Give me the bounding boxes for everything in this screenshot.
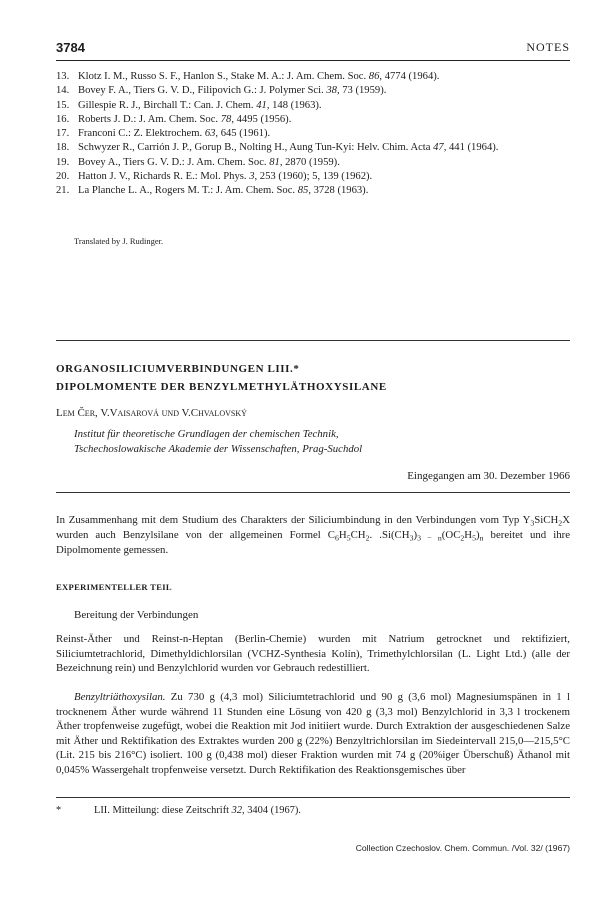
title-line: ORGANOSILICIUMVERBINDUNGEN LIII.* [56, 363, 300, 375]
article-authors: Lem Čer, V.Vaisarová und V.Chvalovský [56, 407, 247, 419]
reference-item: 19. Bovey A., Tiers G. V. D.: J. Am. Chem. Soc. 81, 2870 (1959). [56, 156, 340, 168]
footnote-rule [56, 797, 570, 798]
reference-item: 15. Gillespie R. J., Birchall T.: Can. J. Chem. 41, 148 (1963). [56, 99, 322, 111]
article-title [56, 360, 387, 396]
section-heading-experimental: EXPERIMENTELLER TEIL [56, 582, 172, 592]
author-affiliation: Institut für theoretische Grundlagen der chemischen Technik, Tschechoslowakische Akademie der Wissenschaften, Prag-Suchdol [74, 428, 363, 455]
title-line: DIPOLMOMENTE DER BENZYLMETHYLÄTHOXYSILANE [56, 381, 387, 393]
footnote: * LII. Mitteilung: diese Zeitschrift 32, 3404 (1967). [56, 805, 301, 816]
intro-paragraph: In Zusammenhang mit dem Studium des Charakters der Siliciumbindung in den Verbindungen vom Typ $Y_3SiCH_2X$ wurden auch Benzylsilane von der allgemeinen Formel $C_6H_5CH_2$. $.Si(CH_3)_{3 - n}(OC_2H_5)_n$ bereitet und ihre Dipolmomente gemessen. [56, 514, 571, 556]
journal-footer: Collection Czechoslov. Chem. Commun. /Vol. 32/ (1967) [355, 843, 570, 853]
reference-list [56, 70, 570, 199]
section-label: NOTES [526, 40, 570, 54]
subsection-heading: Bereitung der Verbindungen [74, 609, 199, 621]
reference-item: 17. Franconi C.: Z. Elektrochem. 63, 645 (1961). [56, 128, 271, 140]
reference-item: 14. Bovey F. A., Tiers G. V. D., Filipovich G.: J. Polymer Sci. 38, 73 (1959). [56, 85, 387, 97]
reference-item: 18. Schwyzer R., Carrión J. P., Gorup B., Nolting H., Aung Tun-Kyi: Helv. Chim. Acta 47, 441 (1964). [56, 142, 499, 154]
article-separator-rule [56, 340, 570, 341]
body-paragraph: Benzyltriäthoxysilan. Zu 730 g (4,3 mol) Siliciumtetrachlorid und 90 g (3,6 mol) Magnesiumspänen in 1 l trocknenem Äther wurde während 11 Stunden eine Lösung von 420 g (3,3 mol) Benzylchlorid in 3,3 l trockenem Äther tropfenweise zugefügt, wobei die Reaktion mit Jod initiiert wurde. Durch Extraktion der ausgeschiedenen Salze mit Äther und Rektifikation des Extraktes wurden 200 g (22%) Benzyltrichlorsilan im Siedeintervall 215,0—215,5°C (Lit. 215 bis 216°C) isoliert. 100 g (0,438 mol) dieser Fraktion wurden mit 74 g (20%iger Überschuß) Äthanol mit 0,045% Wassergehalt tropfenweise versetzt. Durch Rektifikation des Reaktionsgemisches über [56, 691, 570, 776]
reference-item: 20. Hatton J. V., Richards R. E.: Mol. Phys. 3, 253 (1960); 5, 139 (1962). [56, 171, 373, 183]
body-paragraph: Reinst-Äther und Reinst-n-Heptan (Berlin-Chemie) wurden mit Natrium getrocknet und rektifiziert, Siliciumtetrachlorid, Dimethyldichlorsilan (VCHZ-Synthesia Kolín), Trimethylchlorsilan (L. Light Ltd.) (alle der Bezeichnung rein) und Benzylchlorid wurden vor Gebrauch redestilliert. [56, 633, 570, 675]
reference-item: 21. La Planche L. A., Rogers M. T.: J. Am. Chem. Soc. 85, 3728 (1963). [56, 185, 369, 197]
received-date: Eingegangen am 30. Dezember 1966 [407, 470, 570, 482]
header-rule [56, 60, 570, 61]
reference-item: 16. Roberts J. D.: J. Am. Chem. Soc. 78, 4495 (1956). [56, 113, 292, 125]
running-header [56, 40, 570, 56]
reference-item: 13. Klotz I. M., Russo S. F., Hanlon S., Stake M. A.: J. Am. Chem. Soc. 86, 4774 (1964). [56, 71, 440, 82]
page-number: 3784 [56, 40, 85, 55]
abstract-rule [56, 492, 570, 493]
translator-note: Translated by J. Rudinger. [74, 236, 164, 246]
